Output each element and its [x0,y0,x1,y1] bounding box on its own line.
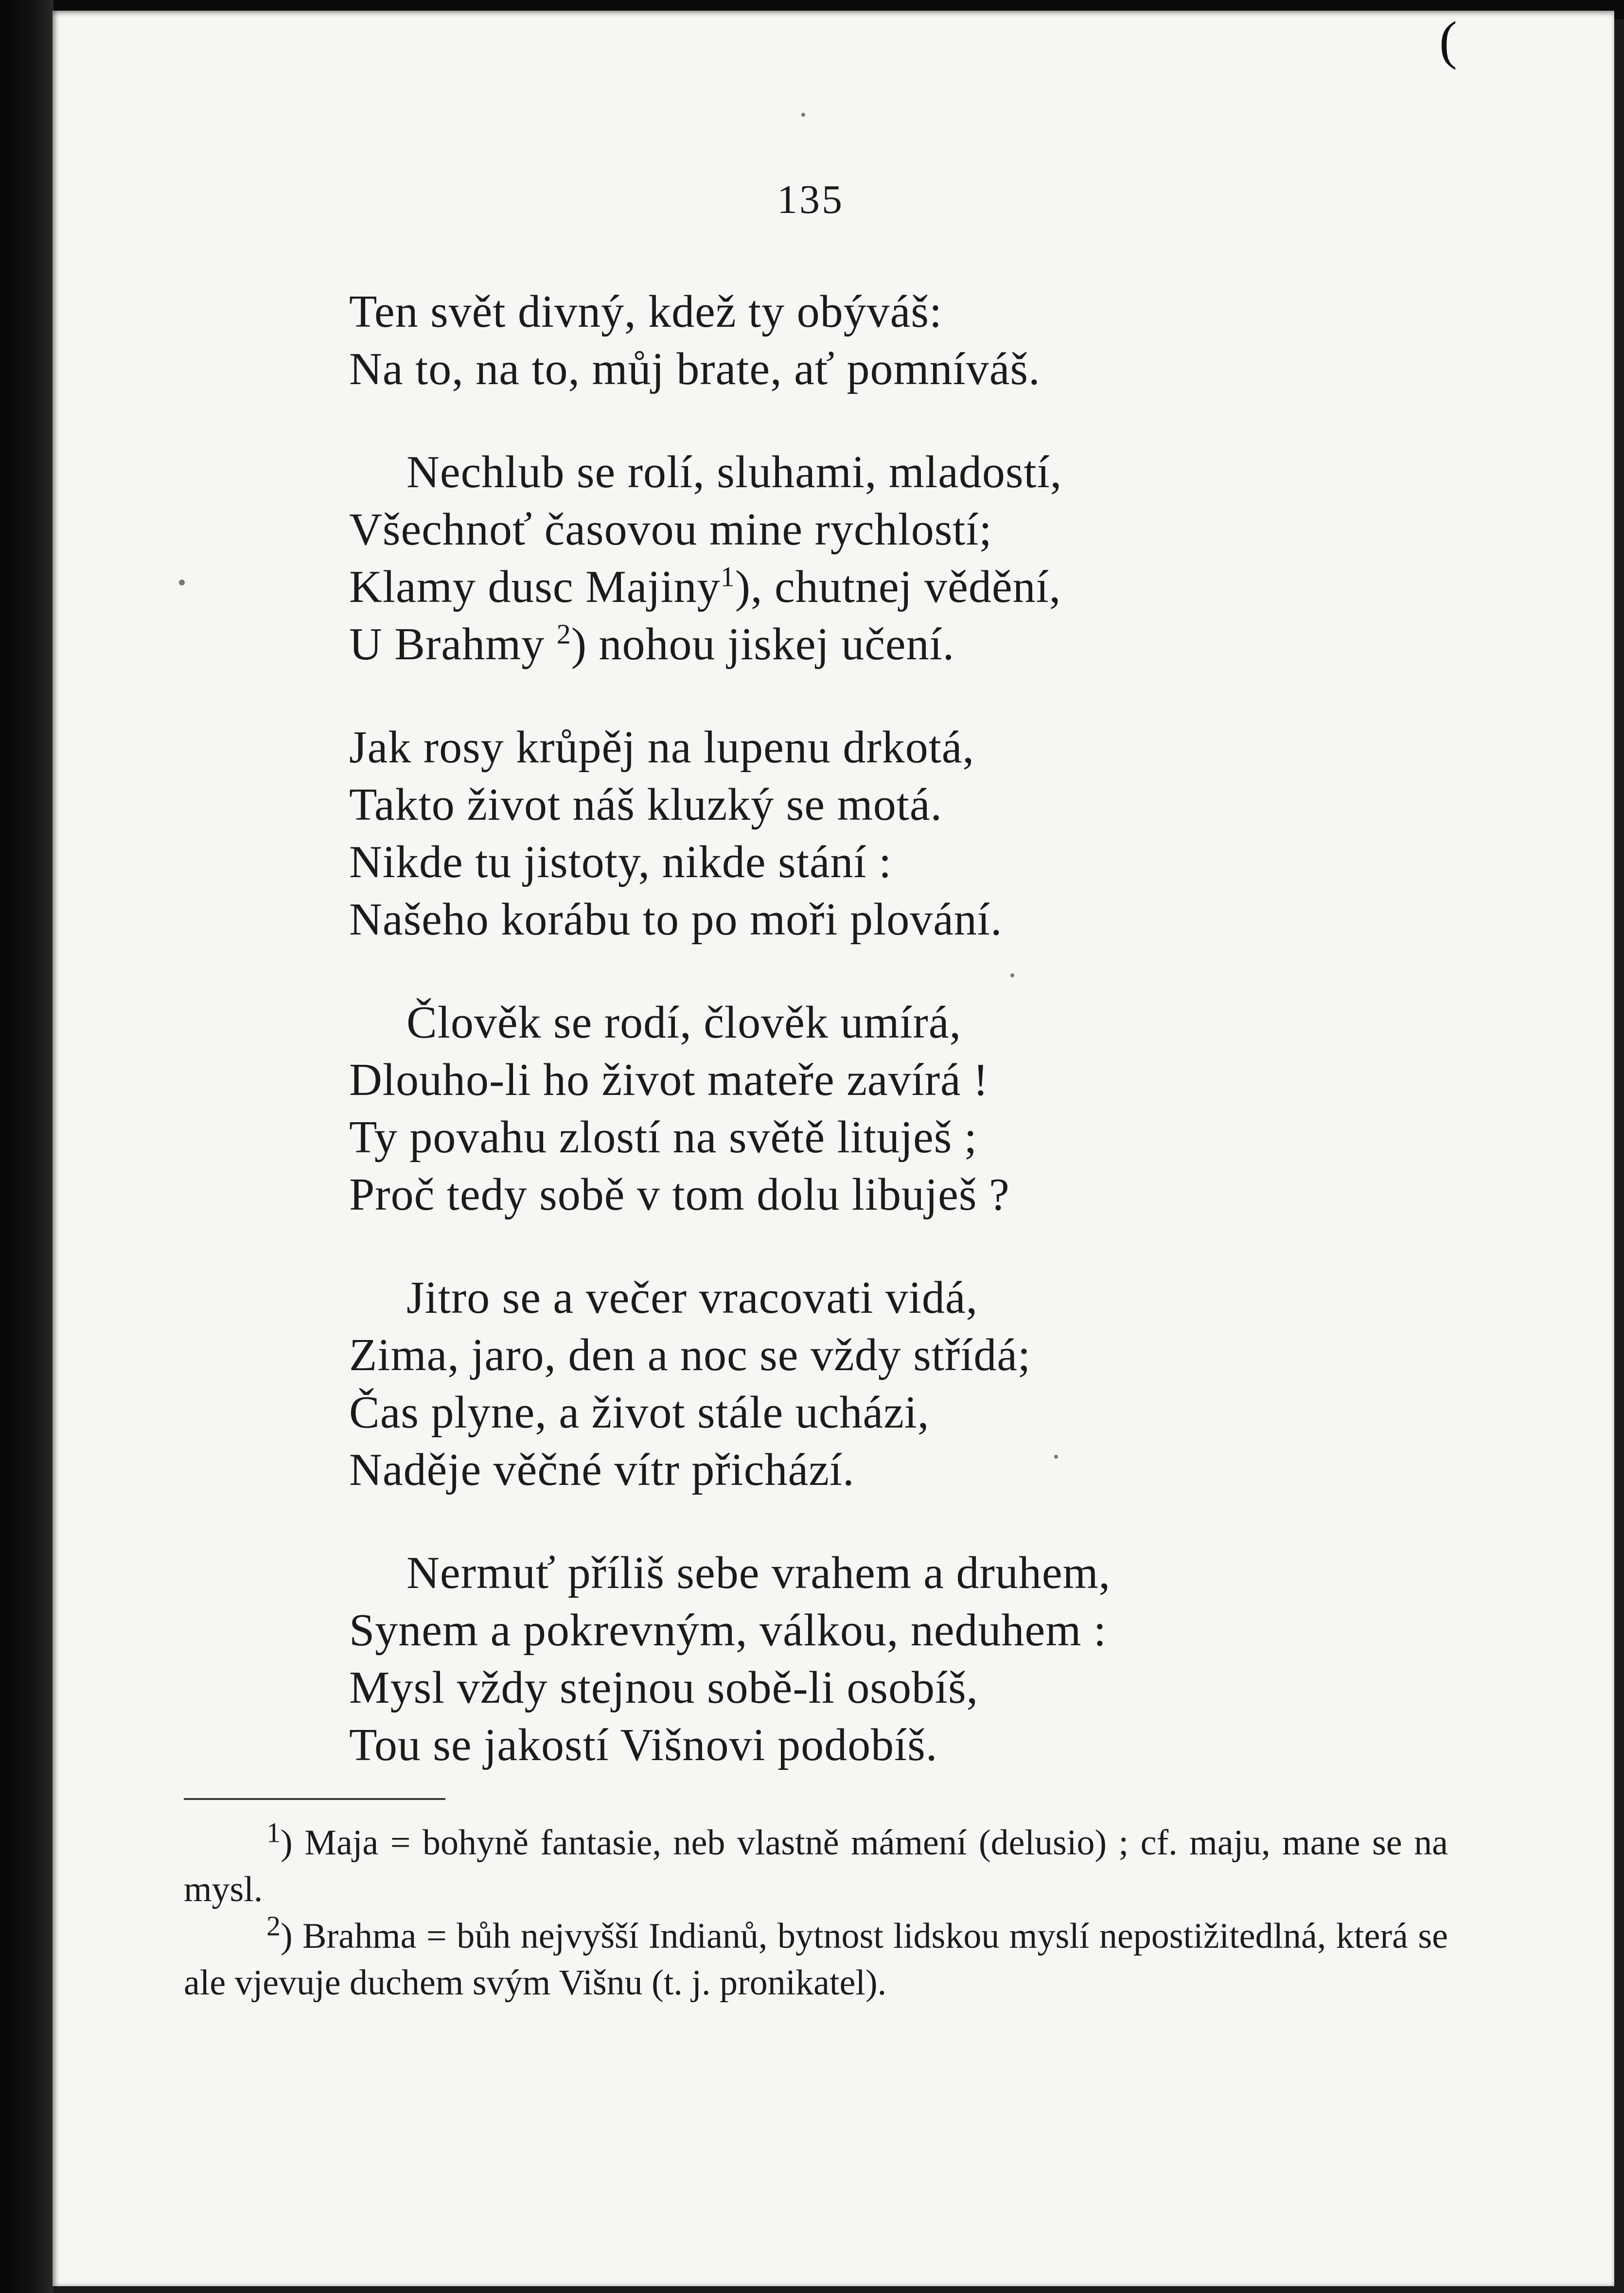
poem-line-text: Klamy dusc Majiny [349,562,721,612]
footnote-text: ) Maja = bohyně fantasie, neb vlastně mámení (delusio) ; cf. maju, mane se na mysl. [184,1823,1448,1909]
footnote-mark: 1 [266,1817,281,1849]
poem-line-text-after: ), chutnej vědění, [735,562,1061,612]
footnote-mark: 2 [266,1910,281,1942]
poem-line: Nechlub se rolí, sluhami, mladostí, [406,447,1062,497]
poem-line: Nikde tu jistoty, nikde stání : [349,837,892,887]
poem-line: Takto život náš kluzký se motá. [349,779,943,830]
poem-line: Jak rosy krůpěj na lupenu drkotá, [349,722,975,773]
margin-mark: ( [1439,11,1457,70]
poem-line: Jitro se a večer vracovati vidá, [406,1272,978,1323]
stanza-3 [349,719,1419,948]
poem-line-with-footnote [349,558,1419,616]
poem-line: Čas plyne, a život stále ucházi, [349,1387,930,1438]
poem-line: Našeho korábu to po moři plování. [349,894,1003,945]
poem-line: Na to, na to, můj brate, ať pomníváš. [349,344,1041,394]
poem-line-with-footnote [349,616,1419,673]
stanza-2 [349,443,1419,673]
stanza-5 [349,1269,1419,1499]
poem-line: Ty povahu zlostí na světě lituješ ; [349,1112,977,1163]
poem [349,283,1419,1819]
poem-line-text-after: ) nohou jiskej učení. [571,619,955,670]
scan-speck [179,580,185,585]
stanza-1 [349,283,1419,398]
scan-speck [1010,973,1014,977]
scan-edge-left [0,0,53,2293]
footnote-text: ) Brahma = bůh nejvyšší Indianů, bytnost lidskou myslí nepostižitedlná, která se ale vjevuje duchem svým Višnu (t. j. pronikatel). [184,1916,1448,2003]
footnote-separator [184,1798,445,1800]
footnote-1 [184,1819,1448,1913]
poem-line: Nermuť příliš sebe vrahem a druhem, [406,1548,1111,1598]
footnote-2 [184,1910,1448,2006]
scan-speck [801,113,805,117]
poem-line: Zima, jaro, den a noc se vždy střídá; [349,1330,1031,1380]
footnote-ref-2: 2 [556,618,571,650]
poem-line: Všechnoť časovou mine rychlostí; [349,504,992,555]
book-page [53,11,1614,2286]
footnotes [184,1819,1448,2006]
poem-line: Naděje věčné vítr přichází. [349,1445,855,1495]
poem-line: Člověk se rodí, člověk umírá, [406,997,962,1048]
footnote-ref-1: 1 [720,561,735,593]
poem-line: Ten svět divný, kdež ty obýváš: [349,286,943,337]
poem-line: Proč tedy sobě v tom dolu libuješ ? [349,1169,1010,1220]
poem-line: Dlouho-li ho život mateře zavírá ! [349,1055,989,1105]
page-number: 135 [777,177,844,222]
scan-speck [1054,1455,1058,1459]
poem-line: Tou se jakostí Višnovi podobíš. [349,1720,938,1770]
poem-line: Synem a pokrevným, válkou, neduhem : [349,1605,1107,1656]
poem-line-text: U Brahmy [349,619,557,670]
stanza-4 [349,994,1419,1223]
poem-line: Mysl vždy stejnou sobě-li osobíš, [349,1662,979,1713]
stanza-6 [349,1544,1419,1774]
